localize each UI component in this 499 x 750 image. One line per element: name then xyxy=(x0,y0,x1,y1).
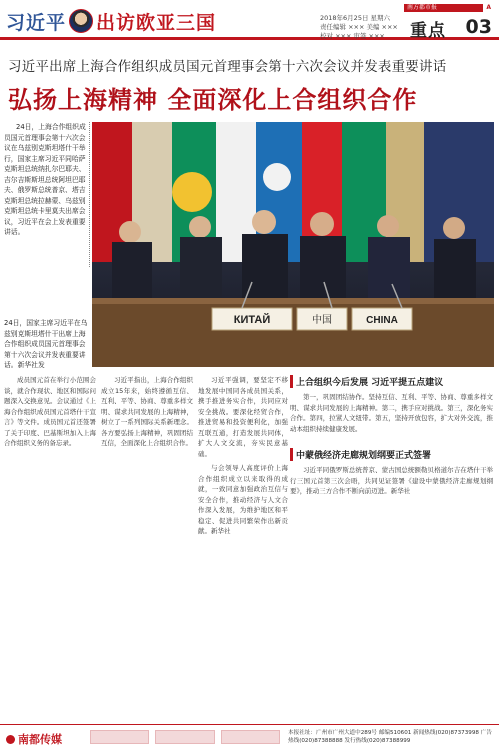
placard-text-cn: 中国 xyxy=(312,315,332,326)
body-paragraph: 习近平强调，要坚定不移地发展中国同各成员国关系，携手推进务实合作，共同应对安全挑战。要深化经贸合作，推进贸易和投资便利化，加强互联互通，打造发展共同体，扩大人文交流，夯实民意基础。 xyxy=(198,376,288,458)
section-brand xyxy=(404,4,494,41)
sidebar-paragraph: 第一，巩固团结协作。坚持互信、互利、平等、协商、尊重多样文明、谋求共同发展的上海精神。第二，携手应对挑战。第三，深化务实合作。第四，拉紧人文纽带。第五，坚持开放包容，扩大对外交流，推动本组织持续健康发展。 xyxy=(290,393,493,433)
date-line-2: 责任编辑 ××× 美编 ××× xyxy=(320,23,398,31)
sidebar-heading: 上合组织今后发展 习近平提五点建议 xyxy=(290,375,493,388)
body-column xyxy=(198,375,288,660)
brand-strip xyxy=(404,4,494,12)
brand-label: 南方都市报 xyxy=(407,4,438,11)
sidebar-paragraph: 习近平同俄罗斯总统普京、蒙古国总统额勒贝格道尔吉在塔什干举行三国元首第三次会晤，共同见证签署《建设中蒙俄经济走廊规划纲要》，推动三方合作不断向前迈进。新华社 xyxy=(290,466,493,495)
footer-ad xyxy=(155,730,214,744)
footer-logo-text: 南都传媒 xyxy=(18,733,62,746)
edition-label: A xyxy=(483,4,494,12)
flags-backdrop xyxy=(92,122,494,262)
placard-text-en: CHINA xyxy=(366,315,398,326)
body-paragraph: 习近平指出，上海合作组织成立15年来，始终遵循互信、互利、平等、协商、尊重多样文明、谋求共同发展的上海精神，树立了一系列国际关系新理念。各方要弘扬上海精神，巩固团结互信，全面深化上合组织合作。 xyxy=(101,376,193,447)
section-name: 重点 xyxy=(410,21,446,41)
column-tail: 出访欧亚三国 xyxy=(96,11,217,34)
masthead xyxy=(0,0,499,40)
lead-paragraph-box xyxy=(4,122,90,267)
footer-contact: 本报社址：广州市广州大道中289号 邮编510601 新闻热线(020)87373998 广告热线(020)87388888 发行热线(020)87388999 xyxy=(288,730,492,744)
page-footer xyxy=(0,724,499,750)
sidebar-heading: 中蒙俄经济走廊规划纲要正式签署 xyxy=(290,448,493,461)
footer-ad xyxy=(221,730,280,744)
footer-ad xyxy=(90,730,149,744)
conference-table xyxy=(92,298,494,367)
column-tag xyxy=(6,8,216,34)
body-paragraph: 成员国元首在举行小范围会谈，就合作现状、地区和国际问题深入交换意见。会议通过《上海合作组织成员国元首塔什干宣言》等文件。成员国元首还签署了关于印度、巴基斯坦加入上海合作组织义务的备忘录。 xyxy=(4,376,96,447)
body-paragraph: 与会领导人高度评价上海合作组织成立以来取得的成就，一致同意加强政治互信与安全合作，推动经济与人文合作深入发展，为维护地区和平稳定、促进共同繁荣作出新贡献。新华社 xyxy=(198,464,288,535)
photo-caption-box xyxy=(4,318,90,368)
summit-photo xyxy=(92,122,494,367)
photo-caption: 24日，国家主席习近平在乌兹别克斯坦塔什干出席上海合作组织成员国元首理事会第十六次会议并发表重要讲话。新华社发 xyxy=(4,319,88,369)
body-column xyxy=(101,375,193,660)
sidebar-articles xyxy=(290,375,493,497)
date-line-3: 校对 ××× 审签 ××× xyxy=(320,32,385,40)
date-line-1: 2018年6月25日 星期六 xyxy=(320,14,391,22)
leader-portrait-icon xyxy=(69,9,93,33)
page-number: 03 xyxy=(465,16,492,38)
article-headline: 弘扬上海精神 全面深化上合组织合作 xyxy=(8,86,418,114)
brand-dot-icon xyxy=(6,735,15,744)
footer-ad-strip xyxy=(90,730,280,746)
column-name: 习近平 xyxy=(6,11,67,34)
summit-photo-illustration xyxy=(92,122,494,367)
placard-text: КИТАЙ xyxy=(233,314,271,326)
date-info xyxy=(320,14,400,41)
body-column xyxy=(4,375,96,660)
footer-logo xyxy=(6,731,62,747)
lead-paragraph: 24日，上海合作组织成员国元首理事会第十六次会议在乌兹别克斯坦塔什干举行，国家主席习近平同哈萨克斯坦总统纳扎尔巴耶夫、吉尔吉斯斯坦总统阿坦巴耶夫、俄罗斯总统普京、塔吉克斯坦总统拉赫蒙、乌兹别克斯坦总统卡里莫夫出席会议，习近平在会上发表重要讲话。 xyxy=(4,123,86,236)
name-placards xyxy=(212,308,412,330)
article-subhead: 习近平出席上海合作组织成员国元首理事会第十六次会议并发表重要讲话 xyxy=(8,59,447,75)
